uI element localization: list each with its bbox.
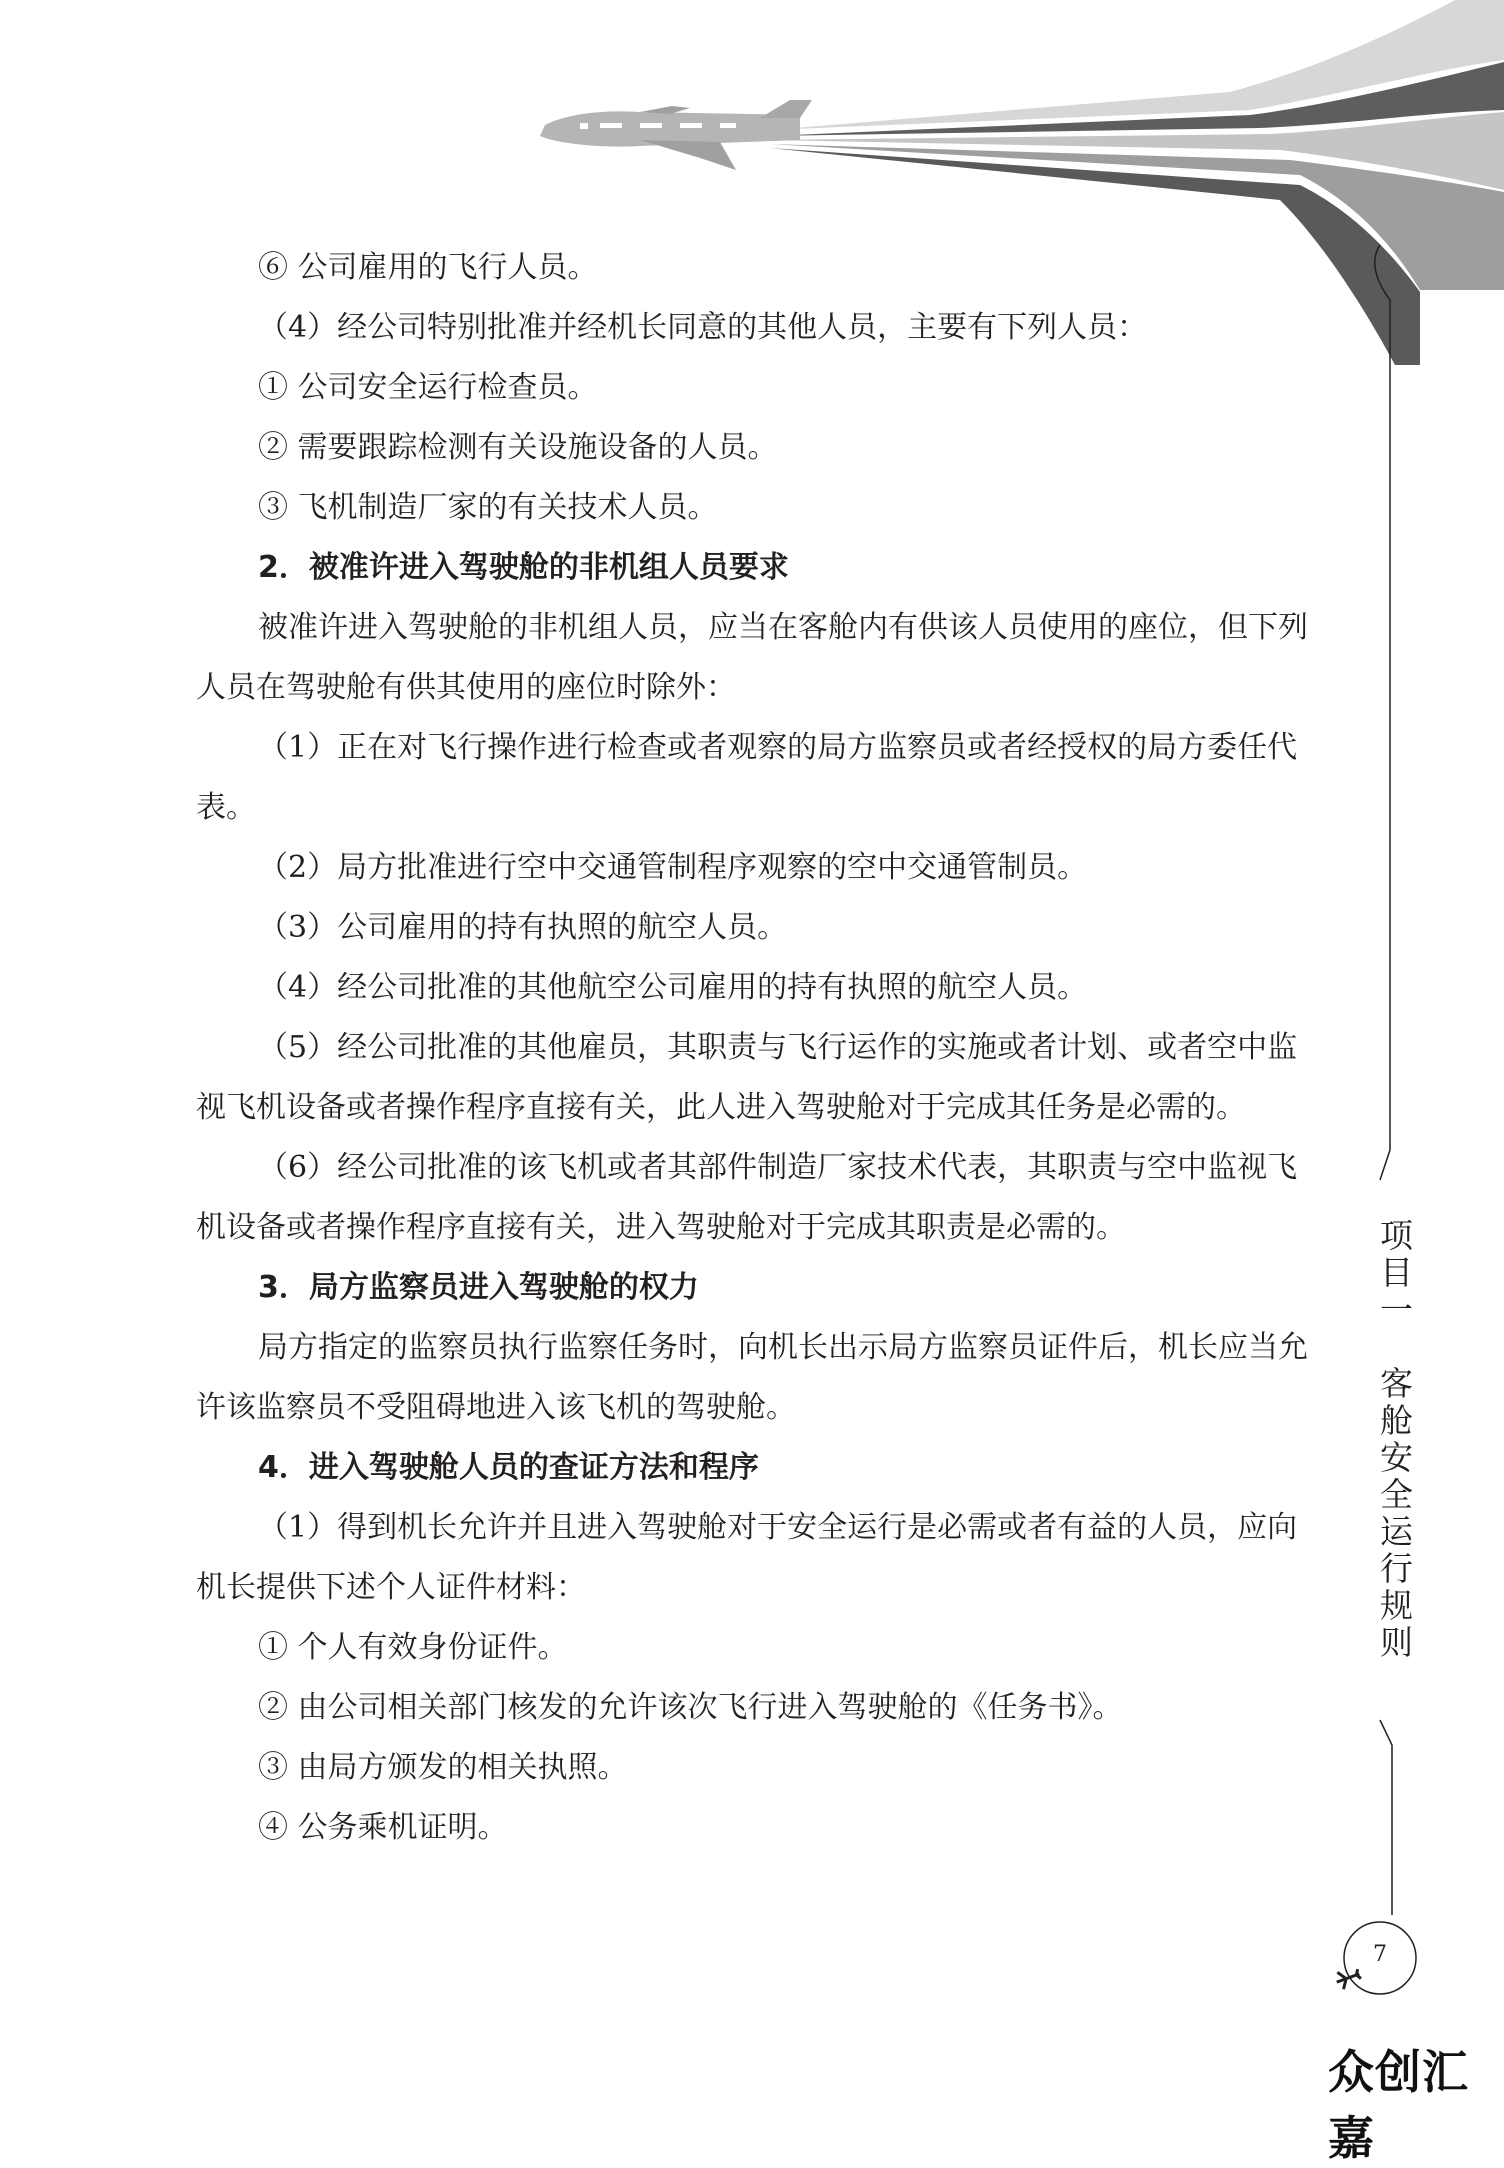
list-item: ⑥ 公司雇用的飞行人员。 xyxy=(258,250,598,285)
main-text-column xyxy=(196,238,1320,1858)
paragraph: （4）经公司特别批准并经机长同意的其他人员，主要有下列人员： xyxy=(258,310,1148,345)
paragraph: 被准许进入驾驶舱的非机组人员，应当在客舱内有供该人员使用的座位，但下列人员在驾驶舱有供其使用的座位时除外： xyxy=(196,610,1308,705)
section-heading: 2．被准许进入驾驶舱的非机组人员要求 xyxy=(258,550,789,585)
list-item: ② 由公司相关部门核发的允许该次飞行进入驾驶舱的《任务书》。 xyxy=(258,1690,1123,1725)
paragraph: （1）得到机长允许并且进入驾驶舱对于安全运行是必需或者有益的人员，应向机长提供下述个人证件材料： xyxy=(196,1510,1298,1605)
watermark-logo: 众创汇嘉 xyxy=(1328,2045,1469,2165)
list-item: ② 需要跟踪检测有关设施设备的人员。 xyxy=(258,430,778,465)
list-item: ③ 由局方颁发的相关执照。 xyxy=(258,1750,628,1785)
page-number: 7 xyxy=(1373,1942,1387,1967)
section-heading: 3．局方监察员进入驾驶舱的权力 xyxy=(258,1270,699,1305)
paragraph: （6）经公司批准的该飞机或者其部件制造厂家技术代表，其职责与空中监视飞机设备或者操作程序直接有关，进入驾驶舱对于完成其职责是必需的。 xyxy=(196,1150,1298,1245)
paragraph: （2）局方批准进行空中交通管制程序观察的空中交通管制员。 xyxy=(258,850,1088,885)
paragraph: （5）经公司批准的其他雇员，其职责与飞行运作的实施或者计划、或者空中监视飞机设备或者操作程序直接有关，此人进入驾驶舱对于完成其任务是必需的。 xyxy=(196,1030,1298,1125)
airplane-silhouette xyxy=(540,100,812,170)
paragraph: 局方指定的监察员执行监察任务时，向机长出示局方监察员证件后，机长应当允许该监察员不受阻碍地进入该飞机的驾驶舱。 xyxy=(196,1330,1308,1425)
margin-decoration xyxy=(1300,0,1504,2094)
list-item: ① 公司安全运行检查员。 xyxy=(258,370,598,405)
list-item: ③ 飞机制造厂家的有关技术人员。 xyxy=(258,490,718,525)
list-item: ① 个人有效身份证件。 xyxy=(258,1630,568,1665)
paragraph: （3）公司雇用的持有执照的航空人员。 xyxy=(258,910,788,945)
section-heading: 4．进入驾驶舱人员的查证方法和程序 xyxy=(258,1450,759,1485)
list-item: ④ 公务乘机证明。 xyxy=(258,1810,508,1845)
paragraph: （1）正在对飞行操作进行检查或者观察的局方监察员或者经授权的局方委任代表。 xyxy=(196,730,1298,825)
chapter-side-tab: 项目一 客舱安全运行规则 xyxy=(1375,1218,1414,1662)
paragraph: （4）经公司批准的其他航空公司雇用的持有执照的航空人员。 xyxy=(258,970,1088,1005)
